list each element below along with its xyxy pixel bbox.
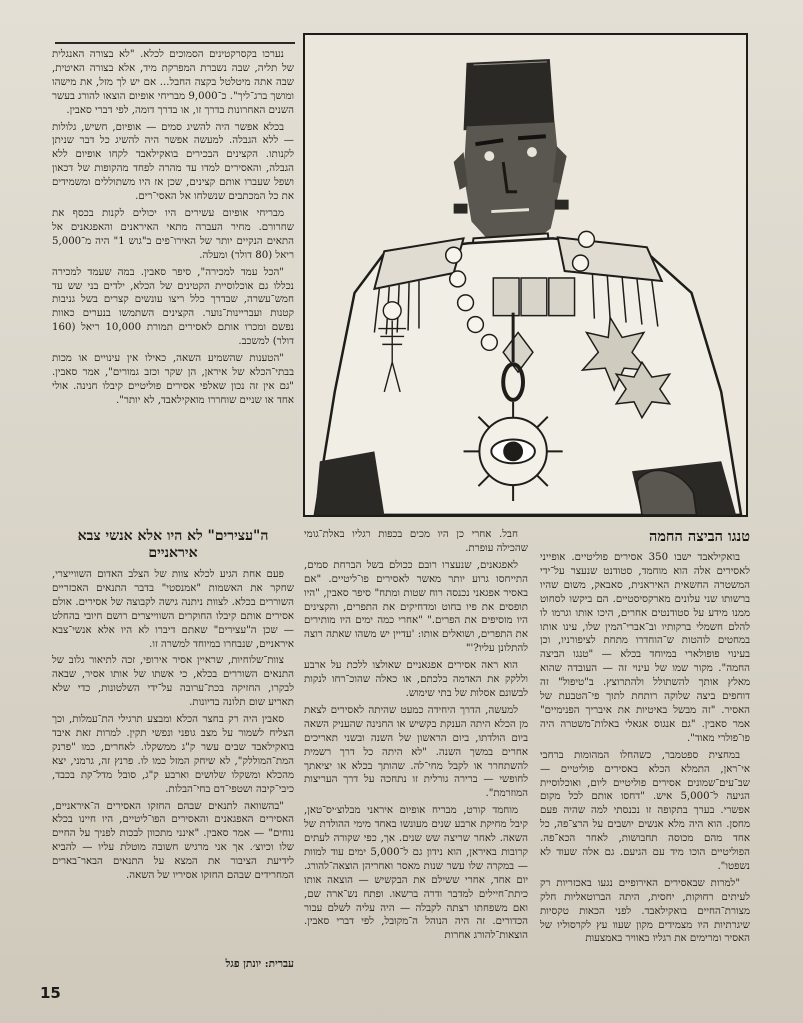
paragraph: פעם אחת הגיע לכלא צוות של הצלב האדום השווייצרי, שחקר את האשמות "אמנסטי" בדבר התנאים האכזריים השוררים בכלא. לצוות ניתנה גישה לקבוצה של אסירים. אולם אסירים אותם קיבלו החוקרים השווייצרים רושם חיובי בהחלט — שכן ה"עצירים" שאתם דיברו לא היו אלא אנשי־צבא איראניים, שנבחרו במיוחד למשרה זו.: [52, 569, 294, 650]
paragraph: "בהשוואה לתנאים שבהם החזקו האסירים ה־איראניים, האסירים האפגאנים והאסירים הפו־ליטיים, היו חיינו בכלא נוחים" — אמר סאבין. "אינני מתכוון לבכות לפניך על החיים שלו וכיוצ׳. אך אני מרגיש חשובה מוטלת עליו — להביא לידיעת הציבור את המצא על התנאים הבאר־בארים המחרידים שבהם החזקו אסיריו של השאה.: [52, 800, 294, 882]
paragraph: הוא ראה אסירים אפגאניים שאולצו ללכת על ארבע וללקק את האדמה בלכתם, או כאלה שהוכ־רחו לנקות לבשונם אסלות של בתי שימוש.: [304, 660, 528, 699]
paragraph: למעשה, הדרך היחידה כמעט שהיתה לאסירים לצאת מן הכלא היתה הענקת בקשיש או החנינה שהעניק השאה ביום הולדתו, ביום הראשון של השנה ובשני תאריכים אחרים במשך השנה. "לא היתה כל דרך רשמית להשתחרר או לקבל מחי־לה. שהותך בכלא או יציאתך לחופשי — ברירה גורלית זו נתחכה על דרך העריצות המוזרמת".: [304, 704, 528, 800]
caricature-illustration: [303, 33, 748, 517]
paragraph: סאבין היה רק בחצר הכלא ומבצע תרגילי הת־עמלות, וכך הצליח לשמור על מצב גופני ונפשי תקין. למרות זאת איבד בואקילאבד שבים עשר ק"ג ממשקלו. לאחרים, כמו "פרנק המת־המוללק", לא שיחק המזל כמו לו. פרנץ זה, גרמני, יצא מהכלא ומשקלו שלושים וארבע ק"ג, סובל מדל־קת בכבד, כיבי־קיבה ושטפי־דם בחי־הבלות.: [52, 714, 294, 795]
paragraph: לאפגאנים, שנעצרו רובם ככולם בשל הברחת סמים, התייחסו גרוע יותר מאשר לאסירים פו־ליטיים. "אם באסיר אפגאני נכנסה רוח שטות ומתח" סיפר סאבין, "היו תופסים את פיו בחוט ומדחיקים את התפרים, והקצינים היו מוסיפים את הפרים." "אחרי כמה ימים היו מותירים את התפרים, ושואלים אותו: 'עדיין יש משהו שאתה רוצה להתלונן עליו?'": [304, 559, 528, 655]
paragraph: "הכל עמד למכירה", סיפר סאבין. במה שעמד למכירה נכללו גם אוכלוסיית הקטינים של הכלא, ילדים בני שש עד חמש־עשרה, שבדרך כלל ריצו עונשים קצרים בשל גניבות קטנות ועבריינות־נוער. הקצינים השתמשו בנערים כאוות נפשם ומכרו אותם לאסירים תמורת 10,000 ריאל (160 דולר) למשכב.: [52, 266, 294, 348]
article-column-bottom-middle: [304, 528, 528, 990]
article-column-bottom-left: [52, 528, 294, 968]
paragraph: במחצית ספטמבר, כשהחלו המהומות ברחבי אי־ראן, התמלא הכלא באסירים פוליטיים — שב־עים־שמונים אסירים פוליטיים ליום, ואוכלוסיית הגיעה ל־5,000 איש. "דחסו אותם לכל מקום אפשרי. בערך בתקופה זו נכנסתי למה שהיה פעם מחסן. הוא היה מלא אנשים יושבים על הרצ־פה, כל אחד מהם מכוסה תחבושות, לאחר הכא־פה. הפוליטיים הוכו מיד עם הגיעם. גם אלה שעוד לא נשפטו".: [540, 749, 750, 872]
paragraph: נערכו בקסרקטינים הסמוכים לכלא. "לא בצורה האנגלית של תליה, שבה נשברת המפרקת מיד, אלא בצורה האיטית, שבה אתה מיטלטל בקצה החבל... אם יש לך מזל, את מישהו ומושך ברג־ליך". כ־9,000 מבריחי אופיום הוצאו להורג בעשר השנים האחרונות בדרך זו, או בדרך דומה, לפי דברי סאבין.: [52, 49, 294, 116]
article-column-bottom-right: [540, 528, 750, 990]
translator-credit: עברית: יונתן פגל: [225, 958, 294, 970]
paragraph: צוות־שלוחיות, שראיין אסיר אירופי, זכה לתיאור גלוב של התנאים השוררים בכלא, כי אשתו של אותו אסיר, שבאה לבקרו, החזיקה בכת־ערובה על־ידי השלטונות, כדי שלא תאריע שום תלונה בדיונות.: [52, 655, 294, 709]
article-column-top-left: [52, 48, 294, 520]
paragraph: מוחמד קורט, מבריח אופיום איראני מבלוצ׳יס־טאן, קיבל מחיקת ארבע שנים מעונשו באחד מימי ההולדת של השאה. לאחר שריצה שש שנים. אך, כפי שקורה לעתים קרובות באיראן, הוא נידון גם ל־5,000 ימים עוד למוות — במקרה שלו עשר שנות מאסר ואחריהן הוצאה־להורג. יום אחד, אחרי ששילם את הבקשיש — הוצאה אותו כיתת־חיילים למדבר ודרה ברשאו. ופתח נש־ארה שם, ואם משפחתו רצתה לקבלה — היה עליה לשלם עבור הכדורים. זה היה הנוהל ה־מקובל, לפי דברי סאבין. הוצאות־להורג אחרות: [304, 805, 528, 942]
page-number: 15: [40, 984, 61, 1002]
paragraph: מבריחי אופיום עשירים היו יכולים לקנות בכסף את שחרורם. מחיר העברה מתאי האיראנים והאפגאנים אל התאים הנקיים יותר של האירו־פים ב"גוש 1" היה מ־5,000 ריאל (80 דולר) ומעלה.: [52, 207, 294, 261]
shah-caricature-drawing: [305, 35, 746, 515]
paragraph: "למרות שבאסירים האירופיים נגעו באכזריות רק לעיתים רחוקות, יחסית, היתה הברוטאליות חלק מצורת־החיים בואקילאבד. לפני הכאות טקסיות שיגרתיות היו מצמידים מקון שעוו עץ לקרסוליו של האסיר ומרימים את רגליו באוויר באמצעות: [540, 877, 750, 945]
paragraph: "הטענות שהשמיע השאה, כאילו אין עינויים או מכות בבתי־הכלא של איראן, הן שקר וכזב גמורים", אמר סאבין. "גם אין זה נכון שאלפי אסירים פוליטיים קיבלו חנינה. אולי אחד או שניים שוחררו מואקילאבד, לא יותר".: [52, 353, 294, 406]
top-rule: [55, 42, 295, 44]
paragraph: חבל. אחרי כן היו מכים בכפות רגליו באלת־גומי שהכילה עופרת.: [304, 529, 528, 554]
section-heading: ה"עצירים" לא היו אלא אנשי צבא איראניים: [77, 528, 269, 561]
section-heading: טנגו הביצה החמה: [649, 528, 750, 545]
paragraph: בואקילאבד ישבו 350 אסירים פוליטיים. אופייני לאסירים אלה הוא מוחמד, סטודנט שנעצר על־ידי המשטרה החשאית האיראנית, סאבאק, משום שהיו ברשותו שני עלונים מארקסיסטיים. הם ביקשו לסחוט ממנו מידע על סטודנטים אחרים, היכו אותו וגרמו לו להלם חשמלי ברקותיו וב־אברי־המין שלו, עינו אותו במחטים לוהטות ש־הוחדרו מתחת לציפורניו, וכן בעינוי פופולארי במיוחד בכלא — "טנגו הביצה החמה". מקור שמו של עינוי זה — העובדה שהוא מאלץ אותך להשתולל ולהתרוצץ. ב"טיפול" זה דוחפים ביצה שלוקה רותחת לתוך פי־הטבעת של האסיר. "זה מבשל באיטיות את איבריך הפנימיים" אמר סאבין. "גם אנגוס אגאלי באלות־משטרה היה פו־פולרי מאוד".: [540, 552, 750, 744]
paragraph: בכלא אפשר היה להשיג סמים — אופיום, חשיש, גלולות — ללא הגבלה. למעשה אפשר היה להשיג כל דבר שניתן לקנותו. הקצינים הבכירים בואקילאבד לקחו אופיום ללא הגבלה, והאסירים למדו עד מהרה לפחד מהקופות של דכאון ושפל שעברו אותם קצינים, שכן אז היו משתוללים ומשמידים את כל המכתבים שנשלחו אל האסי־רים.: [52, 121, 294, 203]
